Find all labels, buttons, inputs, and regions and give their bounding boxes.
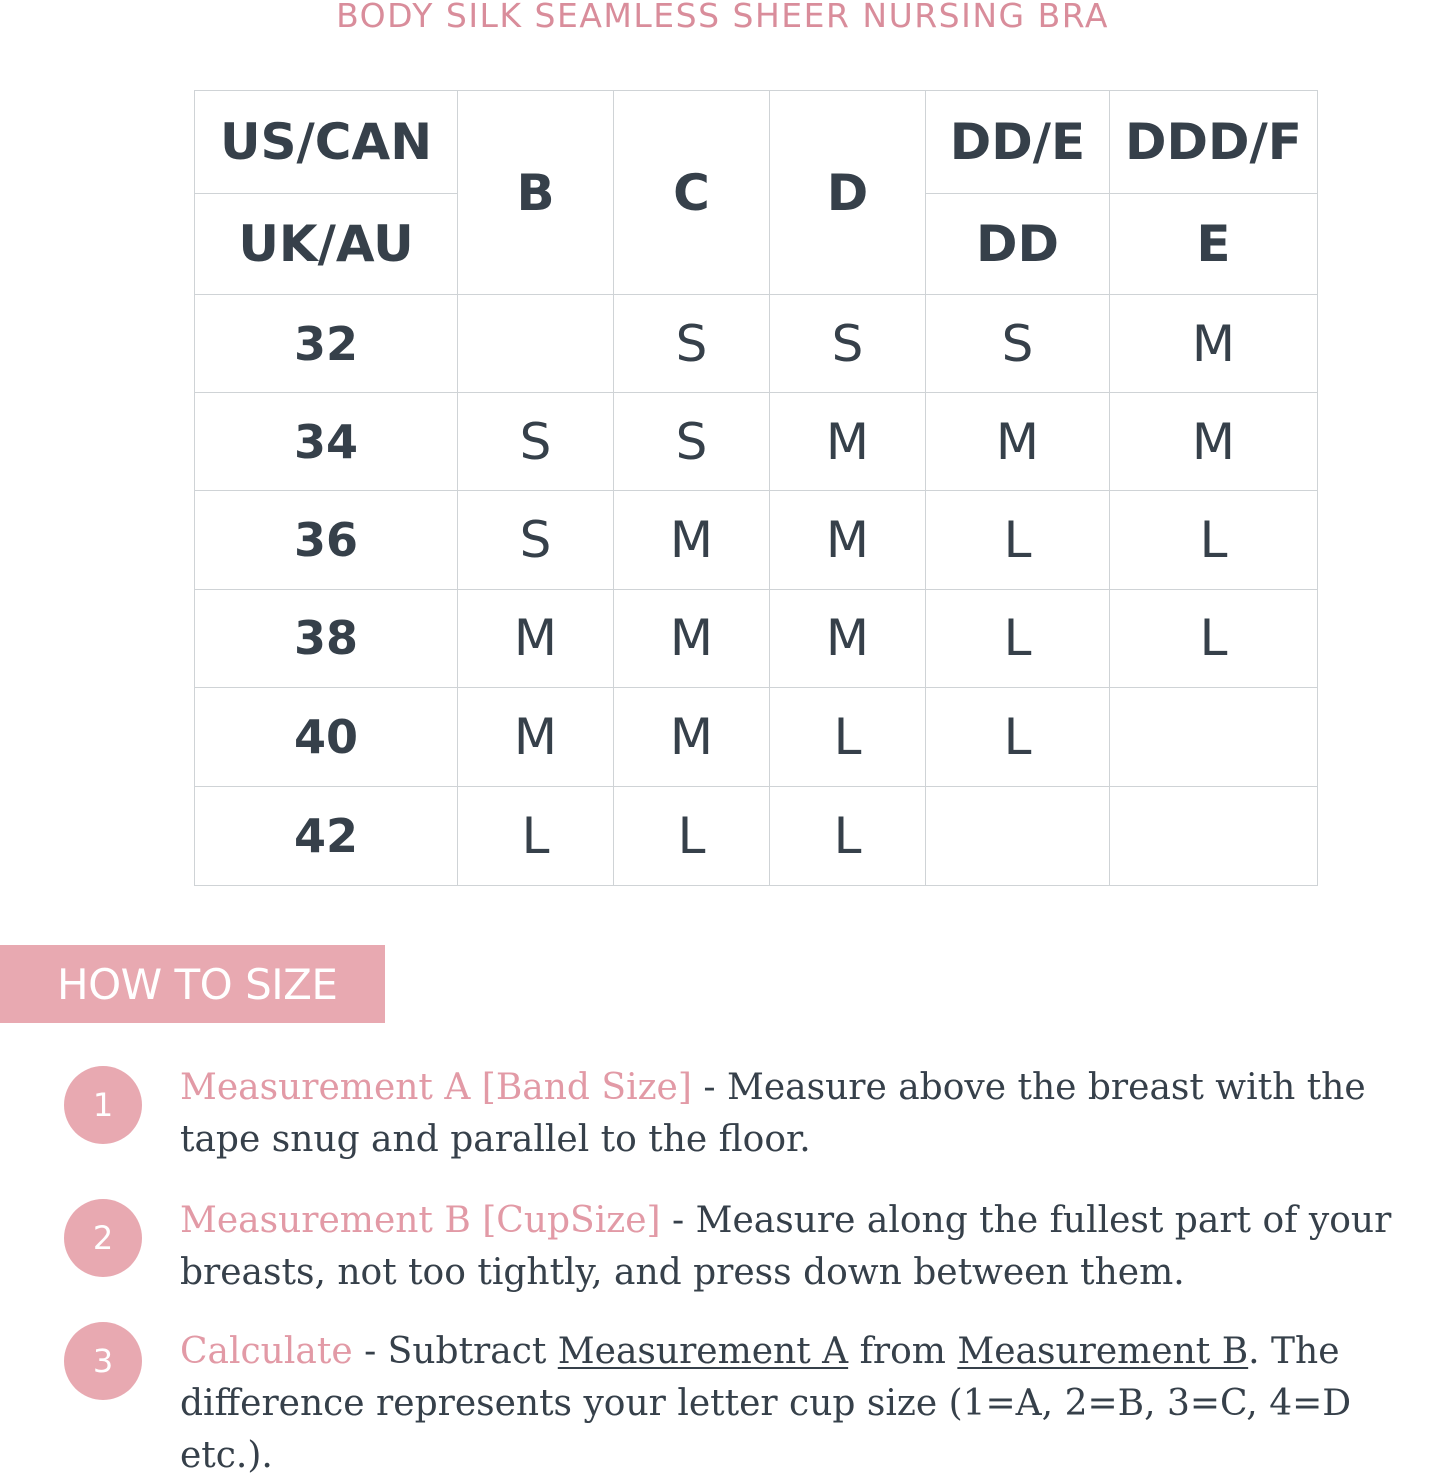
header-us-can: US/CAN: [195, 91, 458, 194]
size-cell: M: [614, 687, 770, 786]
size-cell: [458, 295, 614, 393]
header-cup-d: D: [770, 91, 926, 295]
size-cell: L: [1110, 589, 1318, 687]
table-row: [195, 786, 1318, 885]
size-cell: S: [614, 393, 770, 491]
band-size: 38: [195, 589, 458, 687]
size-cell: [1110, 687, 1318, 786]
size-cell: M: [1110, 393, 1318, 491]
step-number-badge: 3: [64, 1322, 142, 1400]
step-description: . The difference represents your letter cup size (1=A, 2=B, 3=C, 4=D etc.).: [180, 1331, 1352, 1476]
size-cell: S: [770, 295, 926, 393]
header-cup-c: C: [614, 91, 770, 295]
step-description: - Measure along the fullest part of your breasts, not too tightly, and press down between them.: [180, 1200, 1392, 1293]
size-cell: S: [614, 295, 770, 393]
size-cell: M: [458, 589, 614, 687]
table-row: [195, 491, 1318, 589]
header-cup-b: B: [458, 91, 614, 295]
measurement-a-reference: Measurement A: [557, 1331, 849, 1372]
size-cell: [926, 786, 1110, 885]
step-text: [180, 1326, 1445, 1482]
band-size: 42: [195, 786, 458, 885]
step-highlight: Calculate: [180, 1331, 353, 1372]
step-text: [180, 1062, 1445, 1166]
step-description: from: [848, 1331, 958, 1372]
size-chart-table: [194, 90, 1318, 886]
how-to-size-banner: [0, 945, 385, 1023]
band-size: 40: [195, 687, 458, 786]
size-cell: M: [770, 393, 926, 491]
table-row: [195, 393, 1318, 491]
size-cell: [1110, 786, 1318, 885]
table-row: [195, 295, 1318, 393]
size-cell: L: [770, 786, 926, 885]
step-highlight: Measurement A [Band Size]: [180, 1067, 692, 1108]
size-cell: L: [926, 687, 1110, 786]
measurement-b-reference: Measurement B: [957, 1331, 1249, 1372]
band-size: 32: [195, 295, 458, 393]
size-cell: L: [458, 786, 614, 885]
size-cell: M: [614, 589, 770, 687]
size-cell: L: [770, 687, 926, 786]
page-title: BODY SILK SEAMLESS SHEER NURSING BRA: [336, 0, 1109, 35]
step-number-badge: 1: [64, 1066, 142, 1144]
size-cell: M: [926, 393, 1110, 491]
size-cell: M: [614, 491, 770, 589]
size-cell: M: [1110, 295, 1318, 393]
step-description: - Measure above the breast with the tape snug and parallel to the floor.: [180, 1067, 1366, 1160]
table-row: [195, 687, 1318, 786]
header-uk-e: E: [1110, 194, 1318, 295]
size-cell: S: [926, 295, 1110, 393]
size-cell: L: [614, 786, 770, 885]
size-cell: M: [458, 687, 614, 786]
band-size: 36: [195, 491, 458, 589]
size-cell: L: [926, 589, 1110, 687]
size-cell: L: [926, 491, 1110, 589]
step-number-badge: 2: [64, 1199, 142, 1277]
table-row: [195, 589, 1318, 687]
header-row-us: [195, 91, 1318, 194]
step-text: [180, 1195, 1445, 1299]
size-cell: M: [770, 491, 926, 589]
header-cup-dd-e: DD/E: [926, 91, 1110, 194]
step-description: - Subtract: [352, 1331, 558, 1372]
header-cup-ddd-f: DDD/F: [1110, 91, 1318, 194]
size-cell: L: [1110, 491, 1318, 589]
size-cell: S: [458, 393, 614, 491]
how-to-size-heading: HOW TO SIZE: [57, 960, 338, 1009]
band-size: 34: [195, 393, 458, 491]
size-cell: M: [770, 589, 926, 687]
step-highlight: Measurement B [CupSize]: [180, 1200, 661, 1241]
header-uk-au: UK/AU: [195, 194, 458, 295]
size-cell: S: [458, 491, 614, 589]
header-uk-dd: DD: [926, 194, 1110, 295]
